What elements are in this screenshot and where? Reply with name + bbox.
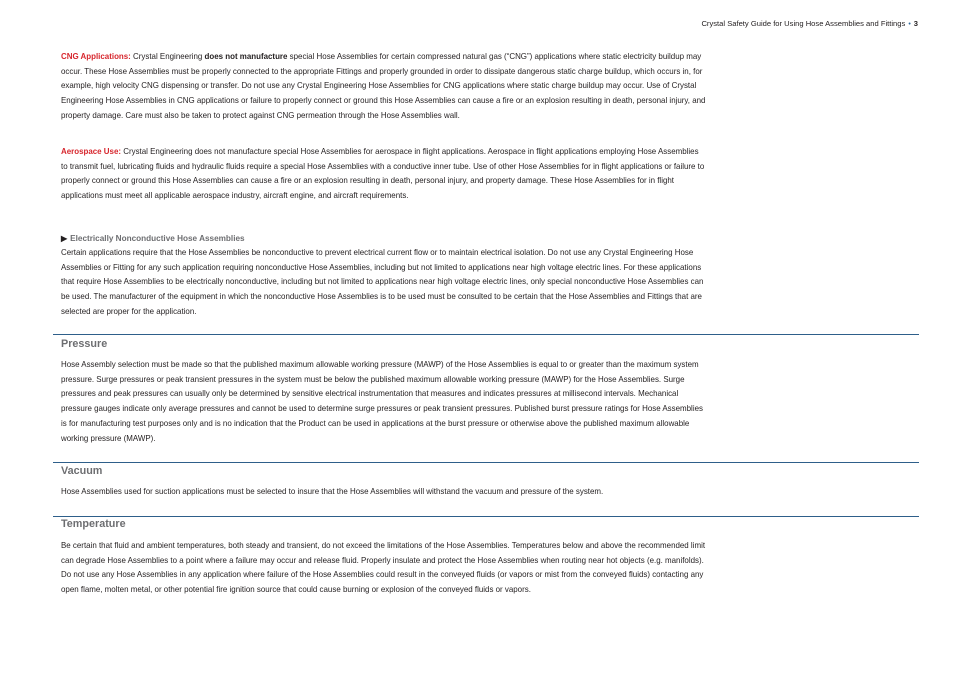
vacuum-title: Vacuum [61,465,103,477]
cng-text-1: Crystal Engineering [130,52,205,61]
aerospace-paragraph [61,145,706,204]
pressure-title: Pressure [61,338,108,350]
aerospace-text: Crystal Engineering does not manufacture special Hose Assemblies for aerospace in flight applications. Aerospace in flight applications employing Hose Assemblies to transmit fuel, lubricating fluids and hydraulic fluids require a special Hose Assemblies with a conductive inner tube. Use of other Hose Assemblies for in flight applications or failure to properly connect or ground this Hose Assemblies can cause a fire or an explosion resulting in death, personal injury, and property damage. These Hose Assemblies for in flight applications must meet all applicable aerospace industry, aircraft engine, and aircraft requirements. [61,147,705,201]
cng-label: CNG Applications: [61,52,131,61]
cng-text-2: special Hose Assemblies for certain compressed natural gas (“CNG”) applications where static electricity buildup may occur. These Hose Assemblies must be properly connected to the appropriate Fittings and properly grounded in order to dissipate dangerous static charge buildup, which occurs in, for example, high velocity CNG dispensing or transfer. Do not use any Crystal Engineering Hose Assemblies for CNG applications where static charge buildup may occur. Use of Crystal Engineering Hose Assemblies in CNG applications or failure to properly connect or ground this Hose Assemblies can cause a fire or an explosion resulting in death, personal injury, and property damage. Care must also be taken to protect against CNG permeation through the Hose Assemblies wall. [61,52,706,120]
nonconductive-paragraph: Certain applications require that the Hose Assemblies be nonconductive to prevent electrical current flow or to maintain electrical isolation. Do not use any Crystal Engineering Hose Assemblies or Fitting for any such application requiring nonconductive Hose Assemblies, including but not limited to applications near high voltage electric lines. For these applications that require Hose Assemblies to be electrically nonconductive, including but not limited to applications near high voltage electric lines, only special nonconductive Hose Assemblies can be used. The manufacturer of the equipment in which the nonconductive Hose Assemblies is to be used must be consulted to be certain that the Hose Assemblies and Fittings that are selected are proper for the application. [61,248,704,316]
pressure-paragraph: Hose Assembly selection must be made so that the published maximum allowable working pressure (MAWP) of the Hose Assemblies is equal to or greater than the maximum system pressure. Surge pressures or peak transient pressures in the system must be below the published maximum allowable working pressure (MAWP) for the Hose Assemblies. Surge pressures and peak pressures can usually only be determined by sensitive electrical instrumentation that measures and indicates pressures at millisecond intervals. Mechanical pressure gauges indicate only average pressures and cannot be used to determine surge pressures or peak transient pressures. Published burst pressure ratings for Hose Assemblies is for manufacturing test purposes only and is no indication that the Product can be used in applications at the burst pressure or otherwise above the published maximum allowable working pressure (MAWP). [61,360,703,443]
page-number: 3 [913,19,918,28]
section-divider-vacuum [53,462,919,463]
cng-paragraph [61,50,706,124]
temperature-paragraph: Be certain that fluid and ambient temperatures, both steady and transient, do not exceed the limitations of the Hose Assemblies. Temperatures below and above the recommended limit can degrade Hose Assemblies to a point where a failure may occur and release fluid. Properly insulate and protect the Hose Assemblies when routing near hot objects (e.g. manifolds). Do not use any Hose Assemblies in any application where failure of the Hose Assemblies could result in the conveyed fluids (or vapors or mist from the conveyed fluids) contacting any open flame, molten metal, or other potential fire ignition source that could cause burning or explosion of the conveyed fluids or vapors. [61,541,706,595]
nonconductive-heading [61,232,245,246]
header-title: Crystal Safety Guide for Using Hose Assemblies and Fittings [701,19,906,28]
nonconductive-heading-text: Electrically Nonconductive Hose Assemblies [70,234,245,243]
triangle-bullet-icon: ▶ [61,234,68,243]
cng-bold-text: does not manufacture [204,52,288,61]
vacuum-paragraph: Hose Assemblies used for suction applications must be selected to insure that the Hose Assemblies will withstand the vacuum and pressure of the system. [61,487,604,496]
running-header [701,19,918,28]
bullet-separator: • [908,21,911,28]
aerospace-label: Aerospace Use: [61,147,122,156]
section-divider-pressure [53,334,919,335]
temperature-title: Temperature [61,518,126,530]
section-divider-temperature [53,516,919,517]
